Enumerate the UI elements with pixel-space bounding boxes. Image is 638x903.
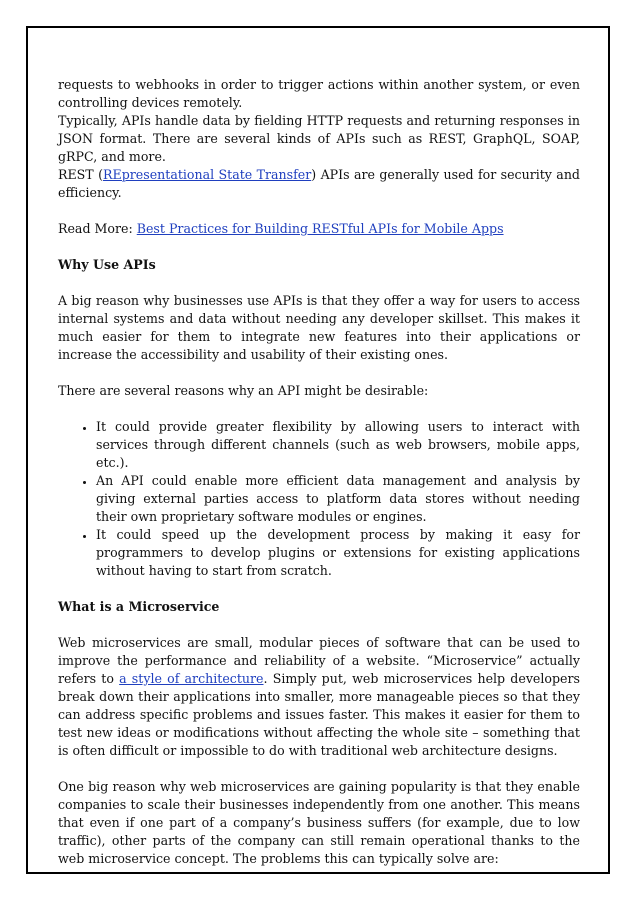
- document-body: [58, 76, 580, 868]
- why-apis-heading: Why Use APIs: [58, 257, 156, 272]
- list-item: • It could provide greater flexibility by allowing users to interact with services through different channels (such as web browsers, mobile apps, etc.).: [96, 418, 580, 472]
- rest-sentence: [58, 166, 580, 202]
- read-more: [58, 220, 580, 238]
- rest-suffix: ) APIs are generally used for security and efficiency.: [58, 167, 580, 200]
- microservice-heading: What is a Microservice: [58, 599, 220, 614]
- read-more-label: Read More:: [58, 221, 137, 236]
- reasons-list: [58, 418, 580, 580]
- read-more-link[interactable]: Best Practices for Building RESTful APIs for Mobile Apps: [136, 221, 504, 236]
- microservice-p1-after: . Simply put, web microservices help developers break down their applications into smaller, more manageable pieces so that they can address specific problems and issues faster. This makes it easier for them to test new ideas or modifications without affecting the whole site – something that is often difficult or impossible to do with traditional web architecture designs.: [58, 671, 580, 758]
- microservice-p1-before: Web microservices are small, modular pieces of software that can be used to improve the performance and reliability of a website. “Microservice” actually refers to: [58, 635, 580, 686]
- list-item: • An API could enable more efficient data management and analysis by giving external parties access to platform data stores without needing their own proprietary software modules or engines.: [96, 472, 580, 526]
- why-apis-paragraph: A big reason why businesses use APIs is that they offer a way for users to access internal systems and data without needing any developer skillset. This makes it much easier for them to integrate new features into their applications or increase the accessibility and usability of their existing ones.: [58, 293, 580, 362]
- microservice-paragraph-2: One big reason why web microservices are gaining popularity is that they enable companies to scale their businesses independently from one another. This means that even if one part of a company’s business suffers (for example, due to low traffic), other parts of the company can still remain operational thanks to the web microservice concept. The problems this can typically solve are:: [58, 779, 580, 866]
- rest-prefix: REST (: [58, 167, 104, 182]
- rest-link[interactable]: REpresentational State Transfer: [103, 167, 312, 182]
- list-item: • It could speed up the development process by making it easy for programmers to develop plugins or extensions for existing applications without having to start from scratch.: [96, 526, 580, 580]
- reasons-intro: There are several reasons why an API might be desirable:: [58, 383, 429, 398]
- intro-line-1: requests to webhooks in order to trigger actions within another system, or even controlling devices remotely.: [58, 77, 580, 110]
- architecture-link[interactable]: a style of architecture: [119, 671, 264, 686]
- intro-line-2: Typically, APIs handle data by fielding HTTP requests and returning responses in JSON format. There are several kinds of APIs such as REST, GraphQL, SOAP, gRPC, and more.: [58, 113, 580, 164]
- microservice-paragraph-1: [58, 634, 580, 760]
